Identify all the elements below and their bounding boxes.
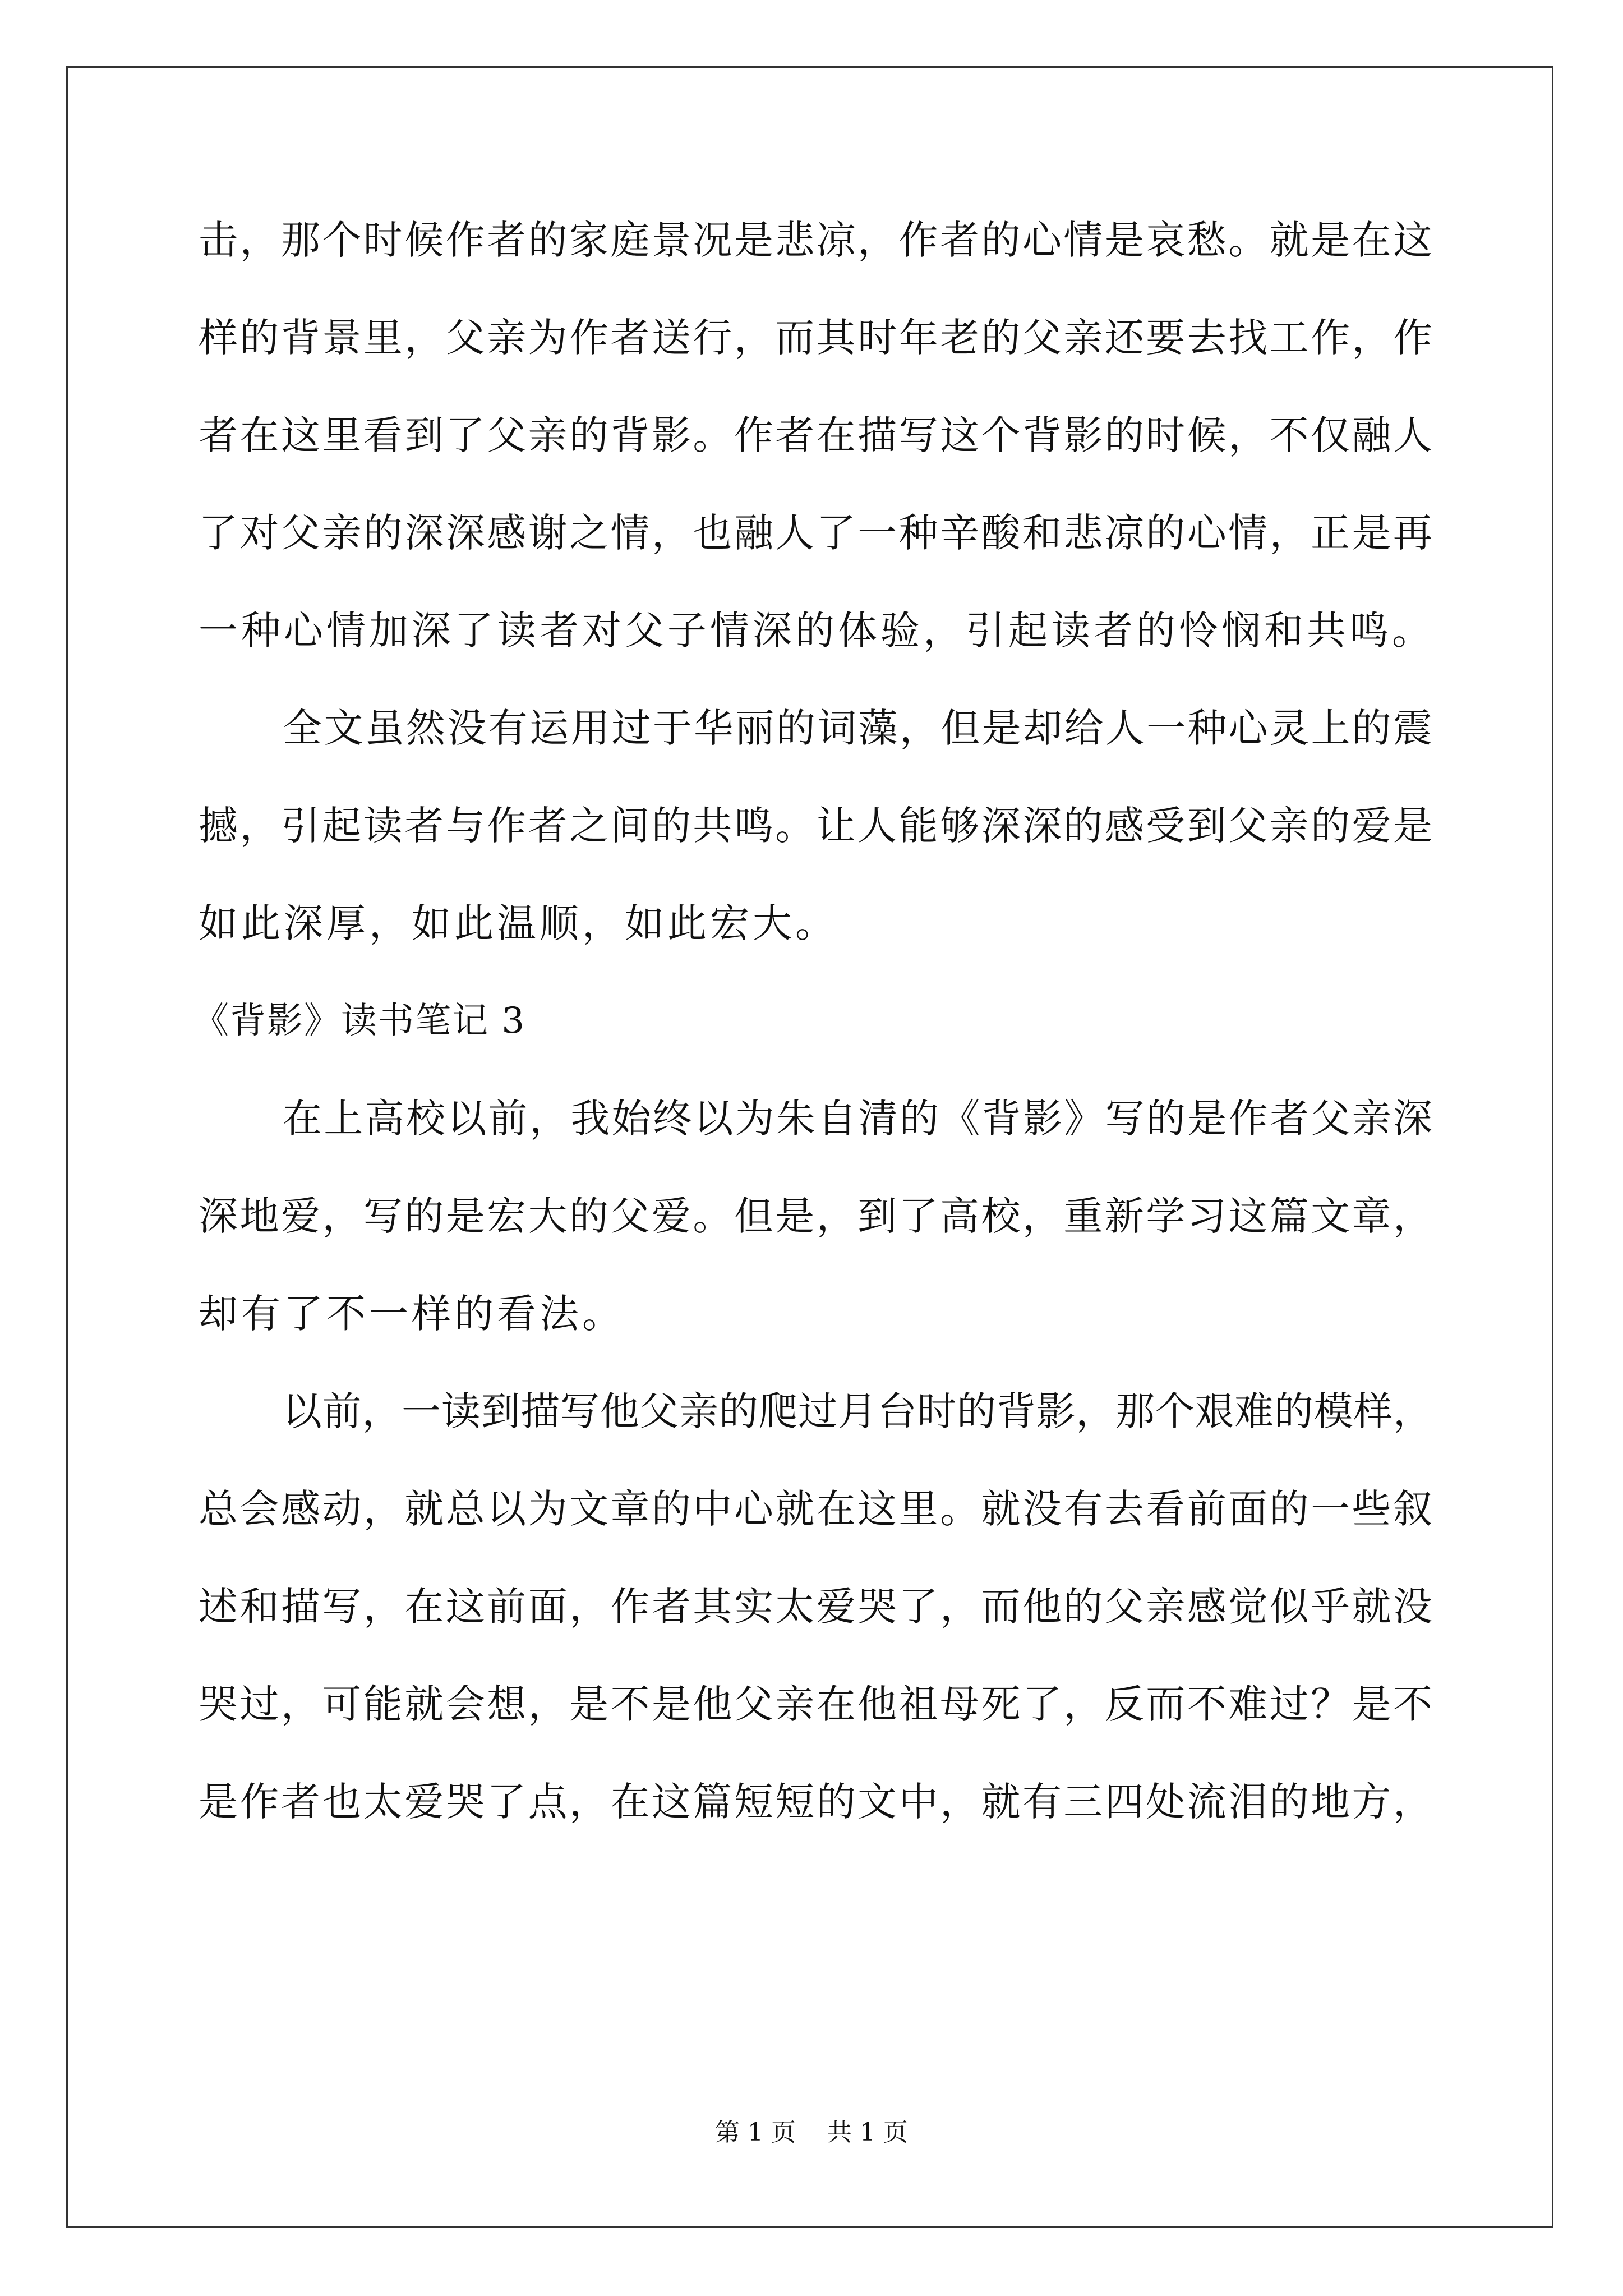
text-line: 者在这里看到了父亲的背影。作者在描写这个背影的时候，不仅融人 [199,412,1432,458]
text-line: 样的背景里，父亲为作者送行，而其时年老的父亲还要去找工作，作 [199,315,1432,361]
text-line: 了对父亲的深深感谢之情，也融人了一种辛酸和悲凉的心情，正是再 [199,510,1432,556]
text-line: 深地爱，写的是宏大的父爱。但是，到了高校，重新学习这篇文章， [199,1193,1432,1239]
text-line: 全文虽然没有运用过于华丽的词藻，但是却给人一种心灵上的震 [283,705,1432,751]
text-line: 击，那个时候作者的家庭景况是悲凉，作者的心情是哀愁。就是在这 [199,217,1432,263]
text-line: 哭过，可能就会想，是不是他父亲在他祖母死了，反而不难过？是不 [199,1681,1432,1727]
text-line: 是作者也太爱哭了点，在这篇短短的文中，就有三四处流泪的地方， [199,1779,1432,1825]
text-line: 在上高校以前，我始终以为朱自清的《背影》写的是作者父亲深 [283,1096,1432,1142]
text-line: 总会感动，就总以为文章的中心就在这里。就没有去看前面的一些叙 [199,1486,1432,1532]
text-line: 如此深厚，如此温顺，如此宏大。 [199,900,838,946]
section-heading: 《背影》读书笔记 3 [193,1000,526,1042]
text-line: 一种心情加深了读者对父子情深的体验，引起读者的怜悯和共鸣。 [199,608,1435,654]
page-border [66,66,1553,2228]
text-line: 却有了不一样的看法。 [199,1291,625,1337]
text-line: 述和描写，在这前面，作者其实太爱哭了，而他的父亲感觉似乎就没 [199,1584,1432,1630]
text-line: 撼，引起读者与作者之间的共鸣。让人能够深深的感受到父亲的爱是 [199,803,1432,849]
text-line: 以前，一读到描写他父亲的爬过月台时的背影，那个艰难的模样， [283,1388,1432,1434]
page-footer: 第 1 页 共 1 页 [715,2118,908,2147]
